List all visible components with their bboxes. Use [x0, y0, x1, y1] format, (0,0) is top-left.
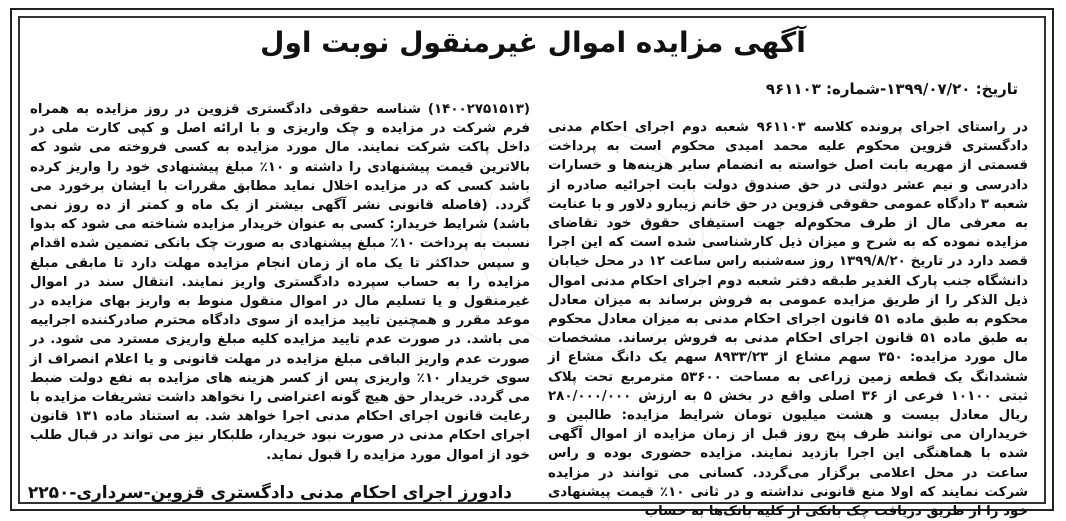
signature-footer: دادورز اجرای احکام مدنی دادگستری قزوین-سرداری-۲۲۵۰ — [27, 483, 512, 503]
specs-text: ۳۵۰ سهم مشاع از ۸۹۳۳/۲۳ سهم یک دانگ مشاع از ششدانگ یک قطعه زمین زراعی به مساحت ۵۳۶۰۰ مترمربع تحت پلاک ثبتی ۱۰۱۰۰ فرعی از ۳۶ اصلی واقع در بخش ۵ به ارزش ۲۸۰/۰۰۰/۰۰۰ ریال معادل بیست و هشت میلیون تومان — [548, 350, 1029, 424]
intro-text: در راستای اجرای پرونده کلاسه ۹۶۱۱۰۳ شعبه دوم اجرای احکام مدنی دادگستری قزوین محکوم علیه محمد امیدی محکوم است به پرداخت قسمتی از مهریه بابت اصل خواسته به انضمام سایر هزینه‌ها و خسارات دادرسی و نیم عشر دولتی در حق صندوق دولت بابت اجرائیه صادره از شعبه ۳ دادگاه عمومی حقوقی قزوین در حق خانم زیبارو دلاور و با عنایت به معرفی مال از طرف محکوم‌له جهت استیفای حقوق خود تقاضای مزایده نموده که به شرح و میزان ذیل کارشناسی شده است که این اجرا قصد دارد در تاریخ ۱۳۹۹/۸/۲۰ روز سه‌شنبه راس ساعت ۱۲ در محل خیابان دانشگاه جنب پارک الغدیر طبقه دفتر شعبه دوم اجرای احکام مدنی اموال ذیل الذکر را از طریق مزایده عمومی به فروش برساند به میزان معادل محکوم به طبق ماده ۵۱ قانون اجرای احکام مدنی به میزان معادل محکوم به طبق ماده ۵۱ قانون اجرای احکام مدنی به فروش برساند. — [548, 120, 1028, 347]
page-title: آگهی مزایده اموال غیرمنقول نوبت اول — [260, 26, 806, 59]
buyer-text: کسی به عنوان خریدار مزایده شناخته می شود که بدوا نسبت به پرداخت ۱۰٪ مبلغ پیشنهادی به صورت چک بانکی تضمین شده اقدام و سپس حداکثر تا یک ماه از زمان انجام مزایده مهلت دارد تا مابقی مبلغ مزایده را به حساب سپرده دادگستری واریز نمایند. انتقال سند در اموال غیرمنقول و یا تسلیم مال در اموال منقول منوط به واریز بهای مزایده در موعد مقرر و همچنین تایید مزایده از سوی دادگاه محترم صادرکننده اجراییه می باشد. در صورت عدم تایید مزایده کلیه مبلغ واریزی مسترد می شود. در صورت عدم واریز الباقی مبلغ مزایده در مهلت قانونی و یا اعلام انصراف از سوی خریدار ۱۰٪ واریزی پس از کسر هزینه های مزایده به نفع دولت ضبط می گردد. خریدار حق هیچ گونه اعتراضی را نخواهد داشت تشریفات مزایده با رعایت قانون اجرای احکام مدنی اجرا خواهد شد. به استناد ماده ۱۳۱ قانون اجرای احکام مدنی در صورت نبود خریدار، طلبکار نیز می تواند در قبال طلب خود از اموال مورد مزایده را قبول نماید. — [30, 217, 531, 463]
buyer-heading: شرایط خریدار: — [389, 217, 489, 233]
date-line: تاریخ: ۱۳۹۹/۰۷/۲۰-شماره: ۹۶۱۱۰۳ — [765, 80, 1018, 98]
right-column — [548, 118, 1029, 520]
conditions-text: طالبین و خریداران می توانند ظرف پنج روز قبل از زمان مزایده از اموال آگهی شده با هماهنگی این اجرا بازدید نمایند. مزایده حضوری بوده و راس ساعت در محل اعلامی برگزار می‌گردد. کسانی می توانند در مزایده شرکت نمایند که اولا منع قانونی نداشته و در ثانی ۱۰٪ قیمت پیشنهادی خود را از طریق دریافت چک بانکی از کلیه بانک‌ها به حساب — [548, 408, 1029, 520]
left-column — [30, 100, 530, 475]
specs-heading: مشخصات مال مورد مزایده: — [548, 331, 1028, 366]
left-intro-text: (۱۴۰۰۲۷۵۱۵۱۳) شناسه حقوقی دادگستری قزوین در روز مزایده به همراه فرم شرکت در مزایده و چک واریزی و با ارائه اصل و کپی کارت ملی در داخل پاکت شرکت نمایند. مال مورد مزایده به کسی فروخته می شود که بالاترین قیمت پیشنهادی را داشته و ۱۰٪ مبلغ پیشنهادی خود را واریز کرده باشد کسی که در مزایده اخلال نماید مطابق مقررات با ایشان برخورد می گردد. (فاصله قانونی نشر آگهی بیشتر از یک ماه و کمتر از ده روز نمی باشد) — [30, 102, 530, 233]
conditions-heading: شرایط مزایده: — [621, 408, 725, 424]
